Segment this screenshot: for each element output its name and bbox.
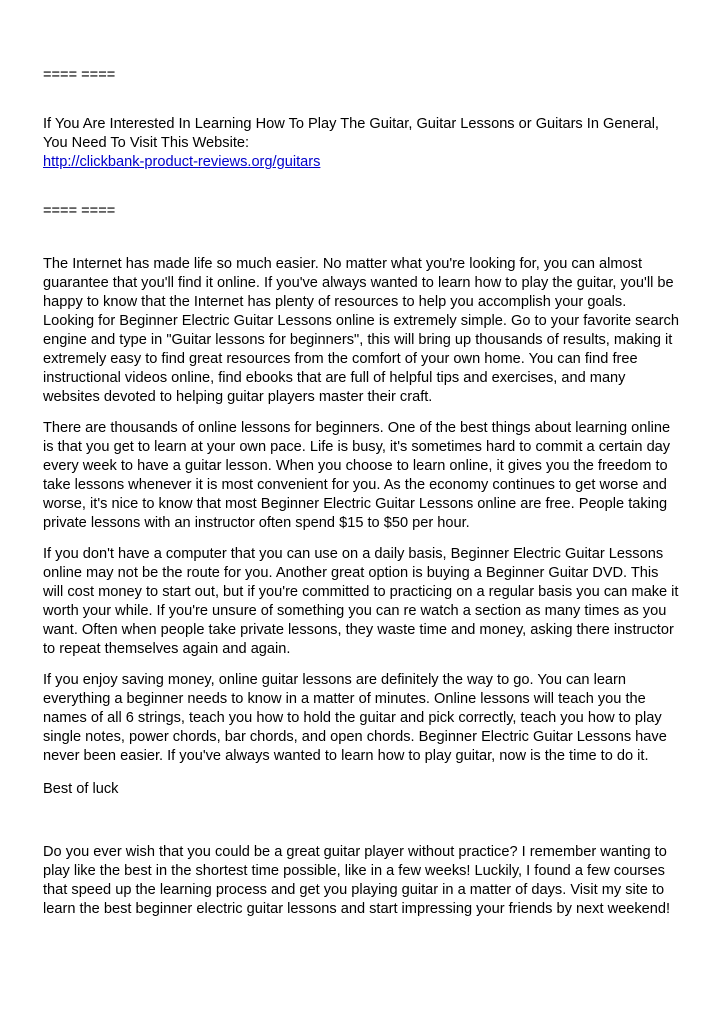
paragraph-line: private lessons with an instructor often spend $15 to $50 per hour.	[43, 515, 470, 531]
paragraph-line: Looking for Beginner Electric Guitar Lessons online is extremely simple. Go to your favorite search	[43, 313, 679, 329]
paragraph-line: happy to know that the Internet has plenty of resources to help you accomplish your goals.	[43, 294, 627, 310]
paragraph-1	[43, 255, 703, 407]
paragraph-line: Do you ever wish that you could be a great guitar player without practice? I remember wanting to	[43, 844, 667, 860]
intro-link-row	[43, 153, 703, 172]
paragraph-line: extremely easy to find great resources from the comfort of your own home. You can find free	[43, 351, 638, 367]
paragraph-line: worth your while. If you're unsure of something you can re watch a section as many times as you	[43, 603, 667, 619]
paragraph-line: names of all 6 strings, teach you how to hold the guitar and pick correctly, teach you how to play	[43, 710, 662, 726]
signoff-text: Best of luck	[43, 781, 119, 797]
paragraph-4	[43, 671, 703, 766]
paragraph-line: never been easier. If you've always wanted to learn how to play guitar, now is the time to do it.	[43, 748, 649, 764]
paragraph-line: is that you get to learn at your own pace. Life is busy, it's sometimes hard to commit a certain day	[43, 439, 671, 455]
paragraph-line: every week to have a guitar lesson. When you choose to learn online, it gives you the freedom to	[43, 458, 668, 474]
intro-line-2: You Need To Visit This Website:	[43, 135, 250, 151]
paragraph-line: that speed up the learning process and get you playing guitar in a matter of days. Visit my site to	[43, 882, 665, 898]
guitars-website-link[interactable]: http://clickbank-product-reviews.org/guitars	[43, 154, 321, 170]
paragraph-line: If you don't have a computer that you can use on a daily basis, Beginner Electric Guitar Lessons	[43, 546, 664, 562]
paragraph-line: single notes, power chords, bar chords, and open chords. Beginner Electric Guitar Lessons have	[43, 729, 667, 745]
intro-block	[43, 115, 703, 172]
paragraph-line: instructional videos online, find ebooks that are full of helpful tips and exercises, and many	[43, 370, 626, 386]
document-page	[43, 66, 703, 919]
paragraph-line: guarantee that you'll find it online. If you've always wanted to learn how to play the guitar, you'll be	[43, 275, 674, 291]
paragraph-line: take lessons whenever it is most convenient for you. As the economy continues to get worse and	[43, 477, 667, 493]
paragraph-line: websites devoted to helping guitar players master their craft.	[43, 389, 433, 405]
paragraph-line: want. Often when people take private lessons, they waste time and money, asking there instructor	[43, 622, 674, 638]
intro-line-1: If You Are Interested In Learning How To Play The Guitar, Guitar Lessons or Guitars In General,	[43, 116, 659, 132]
paragraph-line: There are thousands of online lessons for beginners. One of the best things about learning online	[43, 420, 671, 436]
closing-paragraph	[43, 843, 703, 919]
paragraph-line: engine and type in "Guitar lessons for beginners", this will bring up thousands of results, making it	[43, 332, 673, 348]
paragraph-line: online may not be the route for you. Another great option is buying a Beginner Guitar DVD. This	[43, 565, 659, 581]
paragraph-line: will cost money to start out, but if you're committed to practicing on a regular basis you can make it	[43, 584, 679, 600]
divider-bottom: ==== ====	[43, 203, 116, 219]
paragraph-line: everything a beginner needs to know in a matter of minutes. Online lessons will teach you the	[43, 691, 646, 707]
divider-top: ==== ====	[43, 67, 116, 83]
paragraph-line: worse, it's nice to know that most Beginner Electric Guitar Lessons online are free. People taking	[43, 496, 668, 512]
paragraph-line: play like the best in the shortest time possible, like in a few weeks! Luckily, I found a few courses	[43, 863, 665, 879]
paragraph-line: The Internet has made life so much easier. No matter what you're looking for, you can almost	[43, 256, 642, 272]
paragraph-line: learn the best beginner electric guitar lessons and start impressing your friends by next weekend!	[43, 901, 671, 917]
paragraph-line: If you enjoy saving money, online guitar lessons are definitely the way to go. You can learn	[43, 672, 627, 688]
paragraph-3	[43, 545, 703, 659]
paragraph-line: to repeat themselves again and again.	[43, 641, 291, 657]
paragraph-2	[43, 419, 703, 533]
